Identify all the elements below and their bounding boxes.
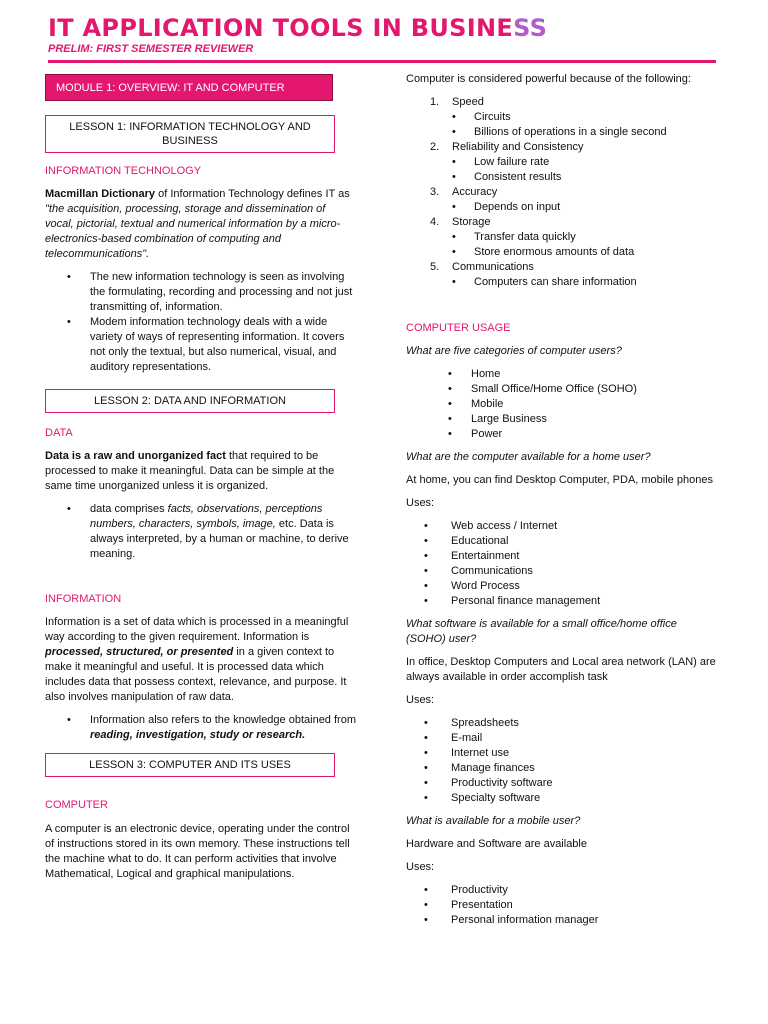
list-item: • Circuits (406, 110, 718, 125)
home-uses-list (406, 519, 718, 609)
mobile-uses-label: Uses: (406, 861, 435, 873)
list-label: Accuracy (452, 186, 498, 198)
page-title-main: IT APPLICATION TOOLS IN BUSINE (48, 14, 514, 42)
home-uses-label: Uses: (406, 497, 435, 509)
list-number: 5. (430, 261, 440, 273)
data-bullet-text: data comprises (90, 503, 168, 515)
list-item: • Mobile (426, 397, 718, 412)
list-item: • Internet use (406, 746, 718, 761)
list-item (406, 260, 718, 290)
information-bullets (45, 713, 357, 743)
it-definition-quote: "the acquisition, processing, storage and dissemination of vocal, pictorial, textual and numerical information by a micro-electronics-based combination of computing and telecommunications". (45, 203, 341, 260)
it-definition-text: of Information Technology defines IT as (155, 188, 350, 200)
list-item: • Large Business (426, 412, 718, 427)
computer-section-heading: COMPUTER (45, 799, 108, 811)
home-user-text: At home, you can find Desktop Computer, PDA, mobile phones (406, 474, 713, 486)
list-item: • Manage finances (406, 761, 718, 776)
page-title (48, 14, 547, 42)
list-item (406, 215, 718, 260)
list-item: • Consistent results (406, 170, 718, 185)
header-rule (48, 60, 716, 63)
list-item: • Web access / Internet (406, 519, 718, 534)
list-item: • Low failure rate (406, 155, 718, 170)
list-label: Reliability and Consistency (452, 141, 584, 153)
list-number: 3. (430, 186, 440, 198)
list-item (45, 502, 357, 562)
user-categories-list (406, 367, 718, 442)
list-item: • Computers can share information (406, 275, 718, 290)
list-item: • Communications (406, 564, 718, 579)
list-item: • E-mail (406, 731, 718, 746)
it-definition-source: Macmillan Dictionary (45, 188, 156, 200)
question-user-categories: What are five categories of computer users? (406, 345, 622, 357)
left-column (45, 72, 357, 882)
list-item: • Transfer data quickly (406, 230, 718, 245)
data-definition-text: that required to be processed to make it meaningful. Data can be simple at the same time unorganized unless it is organized. (45, 450, 335, 492)
page-title-end: SS (513, 14, 548, 42)
it-bullets (45, 270, 357, 375)
list-item (406, 185, 718, 215)
mobile-user-text: Hardware and Software are available (406, 838, 587, 850)
powerful-list (406, 95, 718, 290)
list-item (406, 140, 718, 185)
list-item: • Power (426, 427, 718, 442)
list-item: • Modem information technology deals with a wide variety of ways of representing information. It covers not only the textual, but also numerical, visual, and auditory representations. (45, 315, 357, 375)
list-label: Speed (452, 96, 484, 108)
soho-uses-label: Uses: (406, 694, 435, 706)
list-item (406, 95, 718, 140)
lesson-2-heading: LESSON 2: DATA AND INFORMATION (45, 389, 335, 413)
information-emphasis: processed, structured, or presented (45, 646, 234, 658)
information-bullet-text: Information also refers to the knowledge obtained from (90, 714, 356, 726)
list-item: • Personal finance management (406, 594, 718, 609)
list-item: • Personal information manager (406, 913, 718, 928)
list-item (45, 713, 357, 743)
list-item: • The new information technology is seen as involving the formulating, recording and processing and not just transmitting of, information. (45, 270, 357, 315)
list-number: 1. (430, 96, 440, 108)
information-section-heading: INFORMATION (45, 593, 122, 605)
data-bullet-italic: facts, observations, perceptions numbers, characters, symbols, image, (90, 503, 323, 530)
data-section-heading: DATA (45, 427, 73, 439)
list-number: 2. (430, 141, 440, 153)
list-item: • Productivity software (406, 776, 718, 791)
soho-user-text: In office, Desktop Computers and Local area network (LAN) are always available in order accomplish task (406, 656, 716, 683)
list-item: • Productivity (406, 883, 718, 898)
page-subtitle: PRELIM: FIRST SEMESTER REVIEWER (48, 43, 254, 55)
information-text-end: in a given context to make it meaningful and useful. It is processed data which includes data that possess context, relevance, and purpose. It also involves manipulation of raw data. (45, 646, 347, 703)
list-item: • Entertainment (406, 549, 718, 564)
data-bullet-text-end: etc. Data is always interpreted, by a human or machine, to derive meaning. (90, 518, 349, 560)
data-definition-bold: Data is a raw and unorganized fact (45, 450, 226, 462)
information-text: Information is a set of data which is processed in a meaningful way according to the given requirement. Information is (45, 616, 349, 643)
mobile-uses-list (406, 883, 718, 928)
computer-definition: A computer is an electronic device, operating under the control of instructions stored in its own memory. These instructions tell the machine what to do. It can perform activities that involve Mathematical, Logical and graphical manipulations. (45, 823, 350, 880)
list-item: • Depends on input (406, 200, 718, 215)
list-item: • Educational (406, 534, 718, 549)
data-bullets (45, 502, 357, 562)
information-definition (45, 615, 357, 705)
module-heading: MODULE 1: OVERVIEW: IT AND COMPUTER (45, 74, 333, 101)
question-soho-user: What software is available for a small office/home office (SOHO) user? (406, 618, 677, 645)
usage-section-heading: COMPUTER USAGE (406, 322, 511, 334)
lesson-1-heading: LESSON 1: INFORMATION TECHNOLOGY AND BUSINESS (45, 115, 335, 153)
soho-uses-list (406, 716, 718, 806)
list-number: 4. (430, 216, 440, 228)
list-item: • Spreadsheets (406, 716, 718, 731)
list-item: • Specialty software (406, 791, 718, 806)
list-item: • Word Process (406, 579, 718, 594)
list-item: • Home (426, 367, 718, 382)
list-label: Communications (452, 261, 534, 273)
information-bullet-emphasis: reading, investigation, study or research. (90, 729, 306, 741)
list-item: • Store enormous amounts of data (406, 245, 718, 260)
list-item: • Small Office/Home Office (SOHO) (426, 382, 718, 397)
powerful-intro: Computer is considered powerful because of the following: (406, 73, 691, 85)
list-item: • Billions of operations in a single second (406, 125, 718, 140)
question-mobile-user: What is available for a mobile user? (406, 815, 581, 827)
list-item: • Presentation (406, 898, 718, 913)
data-definition (45, 449, 357, 494)
lesson-3-heading: LESSON 3: COMPUTER AND ITS USES (45, 753, 335, 777)
it-section-heading: INFORMATION TECHNOLOGY (45, 165, 202, 177)
question-home-user: What are the computer available for a home user? (406, 451, 651, 463)
it-definition (45, 187, 357, 262)
list-label: Storage (452, 216, 491, 228)
right-column (406, 72, 718, 928)
